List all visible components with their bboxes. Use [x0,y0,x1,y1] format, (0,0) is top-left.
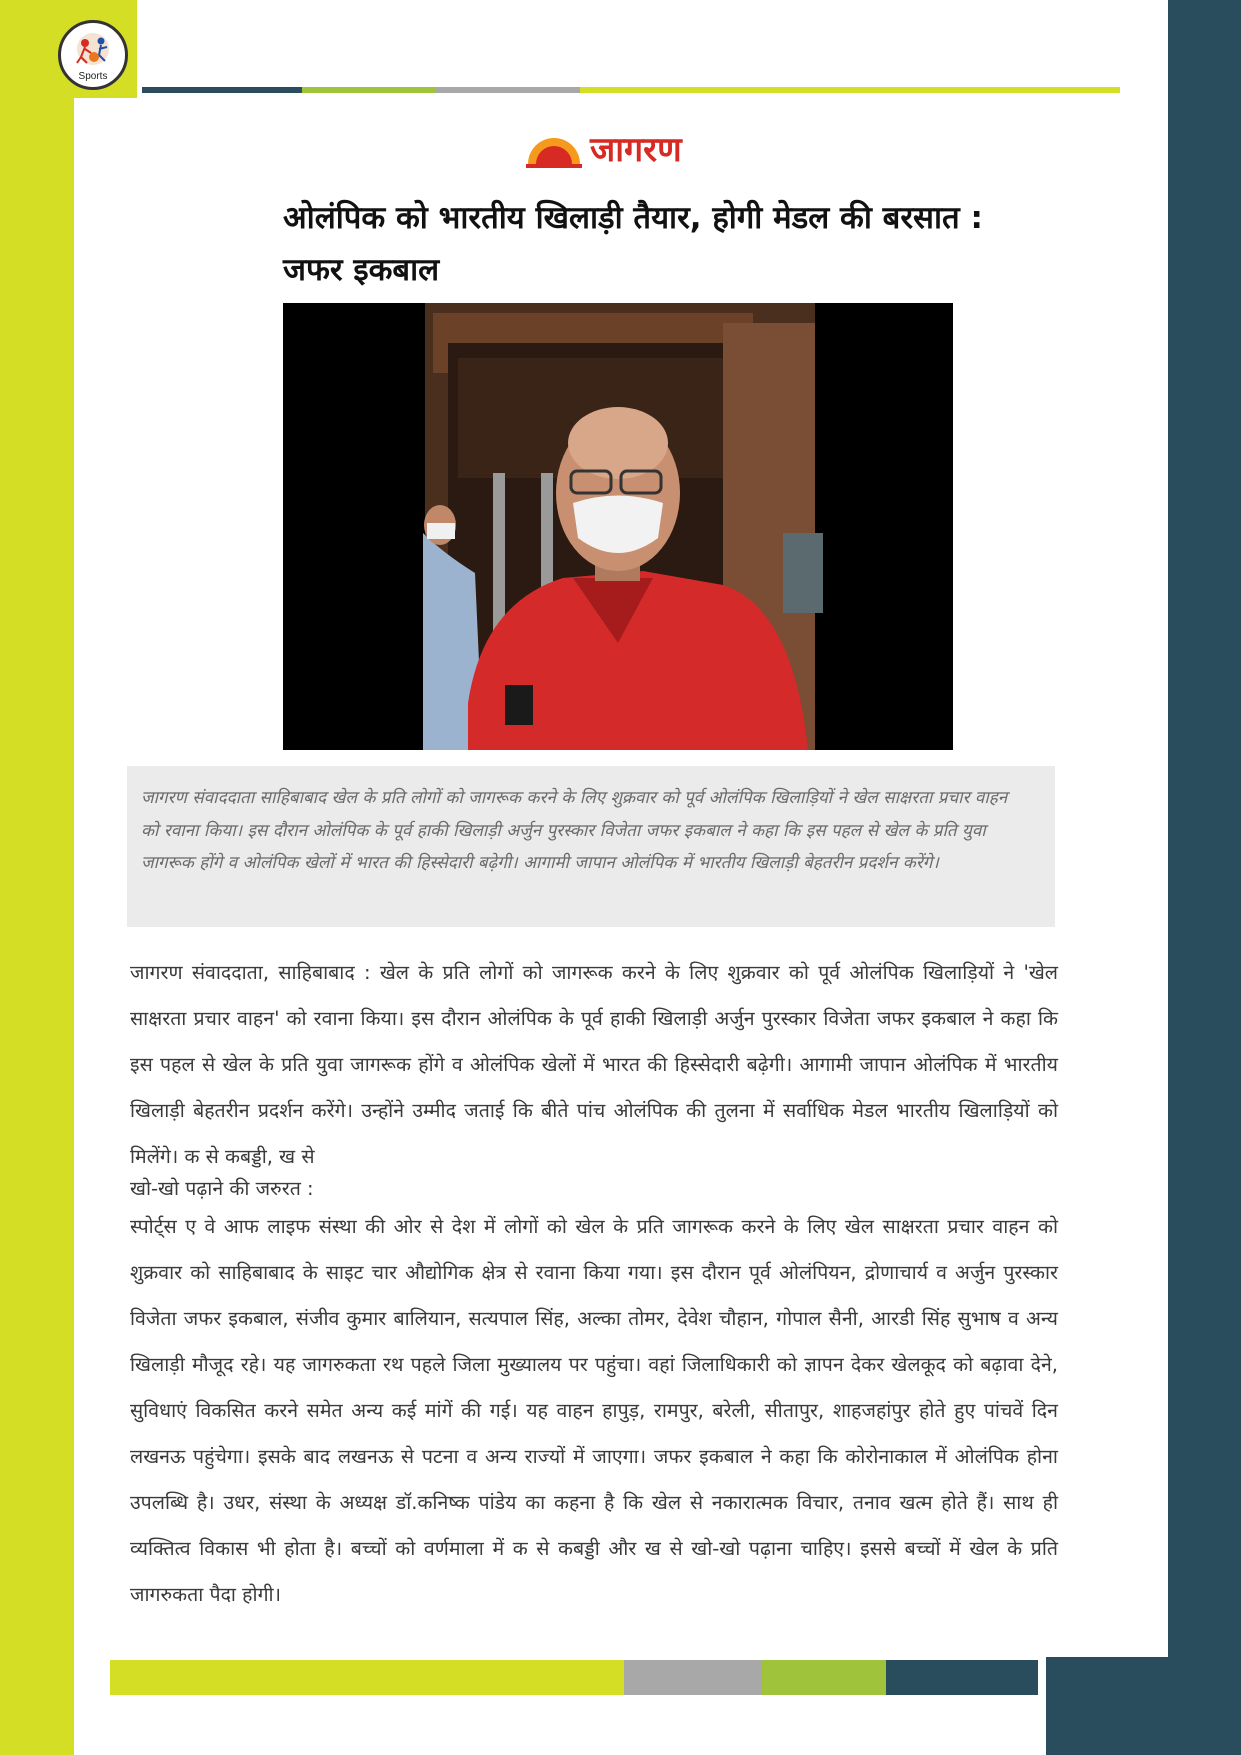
top-divider-navy [142,87,302,93]
bottom-divider-lime [110,1660,624,1695]
article-paragraph-1: जागरण संवाददाता, साहिबाबाद : खेल के प्रति लोगों को जागरूक करने के लिए शुक्रवार को पूर्व ओलंपिक खिलाड़ियों ने 'खेल साक्षरता प्रचार वाहन' को रवाना किया। इस दौरान ओलंपिक के पूर्व हाकी खिलाड़ी अर्जुन पुरस्कार विजेता जफर इकबाल ने कहा कि इस पहल से खेल के प्रति युवा जागरूक होंगे व ओलंपिक खेलों में भारत की हिस्सेदारी बढ़ेगी। आगामी जापान ओलंपिक में भारतीय खिलाड़ी बेहतरीन प्रदर्शन करेंगे। उन्होंने उम्मीद जताई कि बीते पांच ओलंपिक की तुलना में सर्वाधिक मेडल भारतीय खिलाड़ियों को मिलेंगे। क से कबड्डी, ख से [130,961,1058,1168]
article-headline: ओलंपिक को भारतीय खिलाड़ी तैयार, होगी मेडल की बरसात : जफर इकबाल [283,200,983,288]
photo-caption-box [127,766,1055,927]
left-frame-band [0,0,74,1755]
rising-sun-icon [524,128,584,172]
masthead-name: जागरण [590,130,682,170]
bottom-divider-green [762,1660,886,1695]
article-body [130,950,1058,1618]
top-divider-green [302,87,435,93]
right-frame-band [1168,0,1241,1755]
bottom-right-frame-block [1046,1657,1241,1755]
jagran-masthead [524,128,714,172]
top-divider-lime [580,87,1120,93]
photo-illustration [283,303,953,750]
sports-logo [58,20,128,90]
photo-caption: जागरण संवाददाता साहिबाबाद खेल के प्रति लोगों को जागरूक करने के लिए शुक्रवार को पूर्व ओलंपिक खिलाड़ियों ने खेल साक्षरता प्रचार वाहन को रवाना किया। इस दौरान ओलंपिक के पूर्व हाकी खिलाड़ी अर्जुन पुरस्कार विजेता जफर इकबाल ने कहा कि इस पहल से खेल के प्रति युवा जागरूक होंगे व ओलंपिक खेलों में भारत की हिस्सेदारी बढ़ेगी। आगामी जापान ओलंपिक में भारतीय खिलाड़ी बेहतरीन प्रदर्शन करेंगे। [141,788,1008,873]
article-subhead: खो-खो पढ़ाने की जरुरत : [130,1177,314,1200]
bottom-divider-gray [624,1660,762,1695]
top-divider-gray [435,87,580,93]
article-photo [283,303,953,750]
article-paragraph-2: स्पोर्ट्स ए वे आफ लाइफ संस्था की ओर से देश में लोगों को खेल के प्रति जागरूक करने के लिए खेल साक्षरता प्रचार वाहन को शुक्रवार को साहिबाबाद के साइट चार औद्योगिक क्षेत्र से रवाना किया गया। इस दौरान पूर्व ओलंपियन, द्रोणाचार्य व अर्जुन पुरस्कार विजेता जफर इकबाल, संजीव कुमार बालियान, सत्यपाल सिंह, अल्का तोमर, देवेश चौहान, गोपाल सैनी, आरडी सिंह सुभाष व अन्य खिलाड़ी मौजूद रहे। यह जागरुकता रथ पहले जिला मुख्यालय पर पहुंचा। वहां जिलाधिकारी को ज्ञापन देकर खेलकूद को बढ़ावा देने, सुविधाएं विकसित करने समेत अन्य कई मांगें की गई। यह वाहन हापुड़, रामपुर, बरेली, सीतापुर, शाहजहांपुर होते हुए पांचवें दिन लखनऊ पहुंचेगा। इसके बाद लखनऊ से पटना व अन्य राज्यों में जाएगा। जफर इकबाल ने कहा कि कोरोनाकाल में ओलंपिक होना उपलब्धि है। उधर, संस्था के अध्यक्ष डॉ.कनिष्क पांडेय का कहना है कि खेल से नकारात्मक विचार, तनाव खत्म होते हैं। साथ ही व्यक्तित्व विकास भी होता है। बच्चों को वर्णमाला में क से कबड्डी और ख से खो-खो पढ़ाना चाहिए। इससे बच्चों में खेल के प्रति जागरुकता पैदा होगी। [130,1215,1058,1606]
logo-label: Sports [78,71,108,82]
bottom-divider-navy [886,1660,1038,1695]
